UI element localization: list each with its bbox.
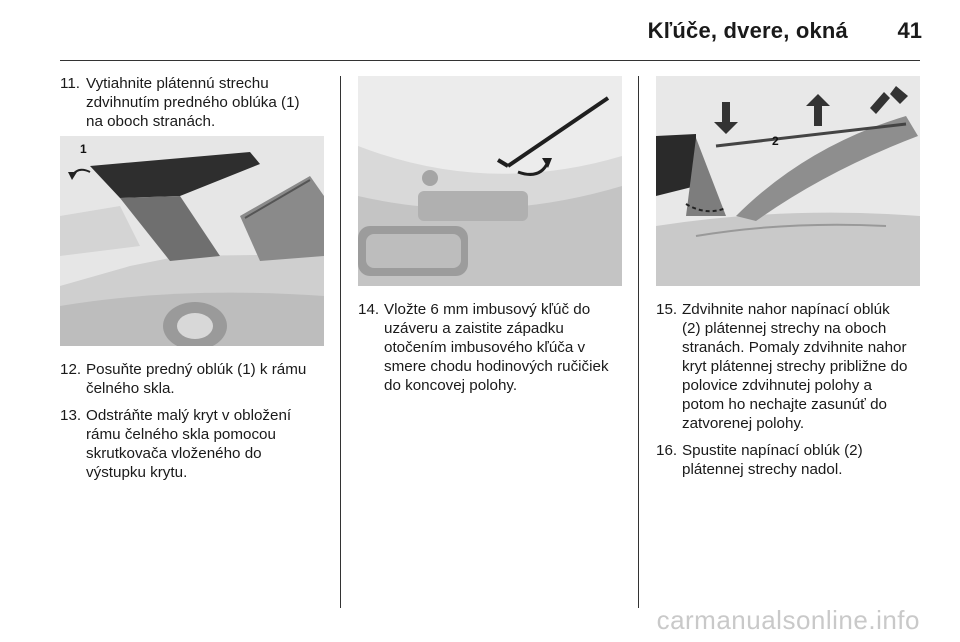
step-14: [358, 300, 630, 395]
figure-callout-1: 1: [80, 142, 87, 156]
step-16: [656, 441, 928, 479]
column-1-bottom: [60, 360, 328, 490]
column-3-text: [656, 300, 928, 487]
step-text: Zdvihnite nahor napínací oblúk (2) plátennej strechy na oboch stranách. Pomaly zdvihnite nahor kryt plátennej strechy približne do polovice zdvihnutej polohy a potom ho nechajte zasunúť do zatvorenej polohy.: [682, 301, 908, 432]
step-number: 16.: [656, 442, 678, 459]
figure-roof-front-bow: [60, 136, 324, 346]
step-number: 12.: [60, 361, 82, 378]
step-text: Posuňte predný oblúk (1) k rámu čelného skla.: [86, 361, 307, 397]
step-15: [656, 300, 928, 433]
step-text: Vytiahnite plátennú strechu zdvihnutím predného oblúka (1) na oboch stranách.: [86, 75, 300, 130]
step-text: Spustite napínací oblúk (2) plátennej strechy nadol.: [682, 442, 863, 478]
step-11: [60, 74, 328, 131]
step-number: 15.: [656, 301, 678, 318]
step-number: 14.: [358, 301, 380, 318]
figure-callout-2: 2: [772, 134, 779, 148]
step-number: 13.: [60, 407, 82, 424]
watermark: carmanualsonline.info: [656, 605, 920, 635]
column-2-text: [358, 300, 630, 403]
page-number: 41: [897, 18, 922, 43]
figure-hex-key-latch: [358, 76, 622, 286]
page-header-title: Kľúče, dvere, okná: [647, 18, 848, 43]
column-1-top: [60, 74, 328, 139]
column-divider-1: [340, 76, 341, 608]
step-text: Odstráňte malý kryt v obložení rámu čelného skla pomocou skrutkovača vloženého do výstupku krytu.: [86, 407, 292, 481]
step-text: Vložte 6 mm imbusový kľúč do uzáveru a zaistite západku otočením imbusového kľúča v smere chodu hodinových ručičiek do koncovej polohy.: [384, 301, 609, 394]
figure-tension-bow: [656, 76, 920, 286]
header-rule: [60, 60, 920, 61]
step-number: 11.: [60, 75, 80, 92]
step-13: [60, 406, 328, 482]
step-12: [60, 360, 328, 398]
column-divider-2: [638, 76, 639, 608]
